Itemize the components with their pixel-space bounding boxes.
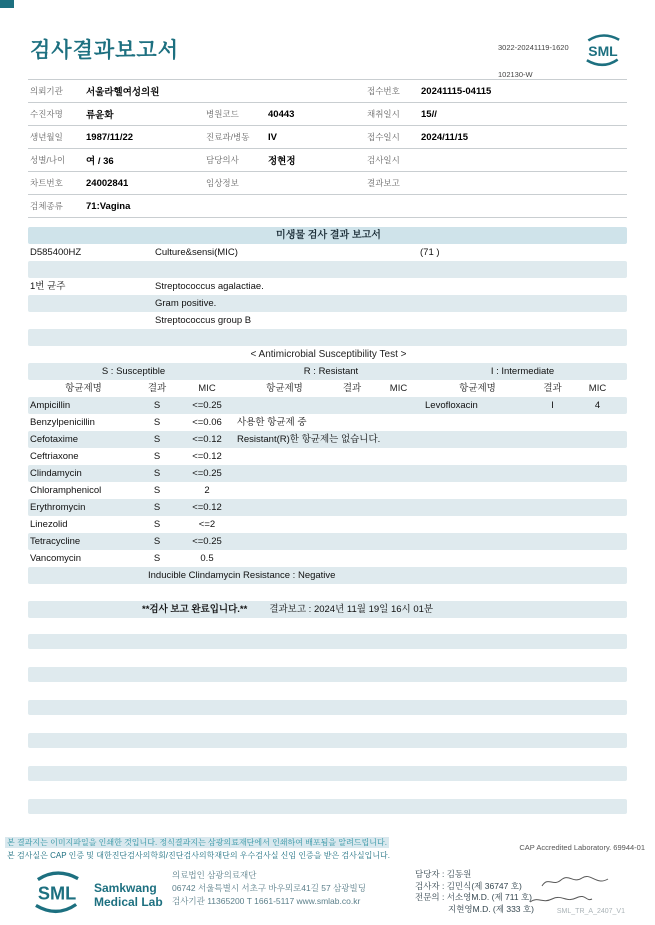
info-label: 수진자명 (30, 109, 63, 119)
antibiotic-row (28, 516, 627, 533)
antibiotic-name: Chloramphenicol (30, 485, 102, 496)
table-row (28, 149, 627, 172)
antibiotic-row (28, 465, 627, 482)
info-label: 생년월일 (30, 132, 63, 142)
column-header: 결과 (543, 383, 562, 394)
sml-logo-icon (581, 33, 625, 72)
mic-value: <=0.06 (192, 417, 222, 428)
column-header: MIC (588, 383, 607, 394)
antibiotic-name: Ampicillin (30, 400, 71, 411)
antibiotic-name: Tetracycline (30, 536, 81, 547)
inducible-resistance-row (28, 567, 627, 584)
md-line-2: 지현영M.D. (제 333 호) (448, 903, 534, 914)
empty-stripe (28, 667, 627, 682)
info-value: 여 / 36 (86, 156, 114, 167)
info-value: 24002841 (86, 177, 129, 189)
antibiotic-name: Erythromycin (30, 502, 86, 513)
footer-brand (28, 870, 163, 919)
info-label: 성별/나이 (30, 155, 66, 165)
info-label: 병원코드 (206, 109, 239, 119)
completion-message: **검사 보고 완료입니다.** (142, 604, 248, 615)
antibiotic-row (28, 414, 627, 431)
examiner-signature (540, 874, 612, 890)
document-code-line2: 102130-W (498, 70, 533, 79)
mic-value: <=0.12 (192, 502, 222, 513)
result-value: S (153, 502, 161, 513)
mic-value: <=0.25 (192, 468, 222, 479)
column-header: 항균제명 (266, 383, 303, 394)
result-value: S (153, 536, 161, 547)
strain-name: Streptococcus agalactiae. (155, 281, 264, 292)
antibiotic-row (28, 550, 627, 567)
footer-staff (415, 869, 534, 915)
empty-stripe-row (28, 329, 627, 346)
page-title: 검사결과보고서 (30, 39, 180, 62)
specimen-code: (71 ) (420, 247, 440, 258)
footer (0, 866, 655, 925)
antibiotic-row (28, 533, 627, 550)
empty-stripe (28, 799, 627, 814)
cap-accreditation-text: CAP Accredited Laboratory. 69944-01 (519, 843, 645, 852)
table-row (28, 103, 627, 126)
footer-address (172, 869, 366, 908)
mic-value: <=0.12 (192, 434, 222, 445)
empty-stripes (28, 634, 627, 814)
group-row (28, 312, 627, 329)
empty-stripe (28, 733, 627, 748)
info-value: 2024/11/15 (421, 131, 469, 143)
document-code (498, 25, 569, 97)
antibiotic-name: Cefotaxime (30, 434, 79, 445)
info-value: 15// (421, 108, 437, 120)
empty-stripe (28, 766, 627, 781)
legend-resistant: R : Resistant (303, 366, 359, 377)
report-datetime: 결과보고 : 2024년 11월 19일 16시 01분 (269, 604, 434, 615)
column-header: MIC (389, 383, 408, 394)
antibiotic-name: Ceftriaxone (30, 451, 79, 462)
contact-line: 검사기관 11365200 T 1661-5117 www.smlab.co.kr (172, 896, 361, 906)
test-header-row (28, 244, 627, 261)
table-row (28, 172, 627, 195)
examiner-line: 검사자 : 김민식(제 36747 호) (415, 880, 522, 891)
group-result: Streptococcus group B (155, 315, 252, 326)
strain-row (28, 278, 627, 295)
result-value: S (153, 553, 161, 564)
result-value: S (153, 417, 161, 428)
ast-title: < Antimicrobial Susceptibility Test > (250, 349, 407, 360)
section-banner: 미생물 검사 결과 보고서 (28, 227, 627, 244)
microbiology-section (28, 227, 627, 618)
info-value: 류윤화 (86, 110, 114, 121)
notice-line-2: 본 검사실은 CAP 인증 및 대한진단검사의학회/진단검사의학재단의 우수검사실 신임 인증을 받은 검사실입니다. (7, 851, 391, 860)
result-value: S (153, 519, 161, 530)
info-value: 71:Vagina (86, 200, 131, 212)
column-header: 결과 (147, 383, 167, 394)
mic-value: 4 (594, 400, 601, 411)
test-code: D585400HZ (30, 247, 82, 258)
antibiotic-row (28, 397, 627, 414)
info-value: 정현정 (268, 156, 296, 167)
note-text: Resistant(R)한 항균제는 없습니다. (237, 434, 381, 445)
info-value: 1987/11/22 (86, 131, 134, 143)
empty-stripe-row (28, 261, 627, 278)
antibiotic-row (28, 482, 627, 499)
info-label: 차트번호 (30, 178, 63, 188)
mic-value: <=0.25 (192, 400, 222, 411)
organization-name: 의료법인 삼광의료재단 (172, 870, 257, 880)
info-label: 검체종류 (30, 201, 63, 211)
info-label: 접수일시 (367, 132, 400, 142)
antibiotic-name: Levofloxacin (425, 400, 478, 411)
brand-name (94, 881, 163, 909)
info-label: 검사일시 (367, 155, 400, 165)
logo-text: SML (588, 42, 618, 59)
info-value: 서울라헬여성의원 (86, 87, 160, 98)
table-row (28, 195, 627, 218)
column-header: 항균제명 (65, 383, 102, 394)
inducible-resistance-note: Inducible Clindamycin Resistance : Negative (148, 570, 336, 581)
form-code: SML_TR_A_2407_V1 (556, 908, 625, 915)
gram-row (28, 295, 627, 312)
empty-stripe (28, 634, 627, 649)
sml-logo-icon (28, 870, 86, 919)
mic-value: 2 (204, 485, 210, 496)
doctor-signature (528, 892, 594, 908)
legend-susceptible: S : Susceptible (101, 366, 166, 377)
gram-result: Gram positive. (155, 298, 217, 309)
info-value: 20241115-04115 (421, 85, 492, 97)
document-code-line1: 3022-20241119-1620 (498, 43, 569, 52)
antibiotic-name: Benzylpenicillin (30, 417, 95, 428)
antibiotic-name: Clindamycin (30, 468, 82, 479)
result-value: S (153, 451, 161, 462)
column-header: MIC (198, 383, 216, 394)
info-value: IV (268, 131, 277, 143)
staff-line: 담당자 : 김동원 (415, 869, 472, 879)
mic-value: <=0.12 (192, 451, 222, 462)
mic-value: <=0.25 (192, 536, 222, 547)
page-corner-mark (0, 0, 14, 8)
ast-column-headers (28, 380, 627, 397)
completion-row (28, 601, 627, 618)
info-label: 의뢰기관 (30, 86, 63, 96)
info-label: 채취일시 (367, 109, 400, 119)
column-header: 결과 (342, 383, 362, 394)
spacer-row (28, 584, 627, 601)
antibiotic-row (28, 499, 627, 516)
antibiotic-row (28, 431, 627, 448)
patient-info-table (28, 79, 627, 218)
notice-line-1: 본 결과지는 이미지파일을 인쇄한 것입니다. 정식결과지는 삼광의료재단에서 인쇄하여 배포됨을 알려드립니다. (7, 838, 387, 847)
md-line-1: 전문의 : 서소영M.D. (제 711 호) (415, 892, 533, 902)
strain-label: 1번 균주 (30, 281, 66, 292)
info-value: 40443 (268, 108, 295, 120)
notice-block (5, 832, 645, 861)
result-value: S (153, 468, 161, 479)
result-value: S (153, 400, 161, 411)
empty-stripe (28, 700, 627, 715)
mic-value: <=2 (198, 519, 216, 530)
info-label: 접수번호 (367, 86, 400, 96)
antibiotic-row (28, 448, 627, 465)
result-value: S (153, 485, 161, 496)
ast-legend-row (28, 363, 627, 380)
result-value: I (551, 400, 554, 411)
brand-line-2: Medical Lab (94, 894, 163, 909)
info-label: 임상정보 (206, 178, 239, 188)
info-label: 진료과/병동 (206, 132, 250, 142)
logo-text: SML (37, 883, 77, 904)
table-row (28, 126, 627, 149)
column-header: 항균제명 (459, 383, 496, 394)
note-text: 사용한 항균제 중 (237, 417, 307, 428)
info-label: 결과보고 (367, 178, 400, 188)
legend-intermediate: I : Intermediate (490, 366, 555, 377)
info-label: 담당의사 (206, 155, 239, 165)
mic-value: 0.5 (200, 553, 214, 564)
antibiotic-name: Vancomycin (30, 553, 82, 564)
test-name: Culture&sensi(MIC) (155, 247, 238, 258)
antibiotic-name: Linezolid (30, 519, 68, 530)
address-line: 06742 서울특별시 서초구 바우뫼로41길 57 삼광빌딩 (172, 883, 366, 893)
result-value: S (153, 434, 161, 445)
brand-line-1: Samkwang (94, 880, 157, 895)
